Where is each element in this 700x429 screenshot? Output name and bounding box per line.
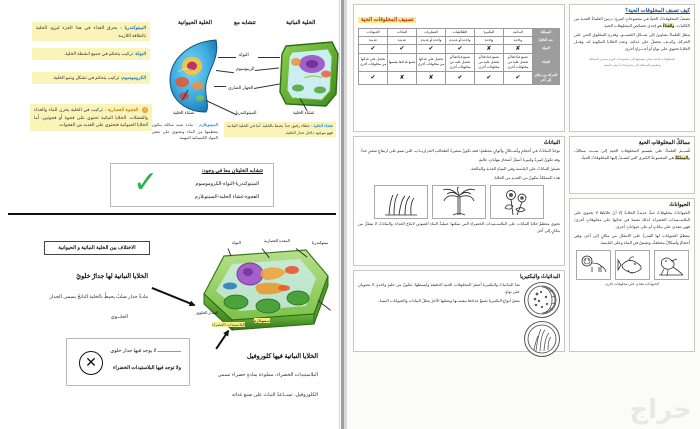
table-row-header-label: الغذاء	[532, 53, 559, 71]
bird-drawing-icon	[656, 253, 686, 277]
plants-heading: النباتاتُ	[543, 140, 560, 146]
table-row-header-label: الحركة من مكان إلى آخر	[532, 71, 559, 84]
similarities-line-1: الميتوكندريا-النواة-الكروموسوم	[195, 182, 259, 187]
chlorophyll-body-1: البلاستيدات الخضراء، مملوءة بمادةٍ خضراء تسمى	[217, 373, 318, 378]
table-cell: الحيوانات	[359, 29, 388, 37]
table-cell: النباتات	[388, 29, 417, 37]
table-row	[359, 44, 560, 53]
bird-image	[654, 250, 689, 280]
flower-image	[490, 185, 544, 219]
arrow-to-cell-wall	[152, 287, 195, 306]
plants-paragraph-5: تحوي معظمُ خلايا النباتاتِ على البلاســتيداتِ الخضراءِ التي تمكنها عمليةُ البناءِ الضوئيِ لانتاجِ الغذاءِ. والنباتاتُ لا تنتقلُ من مكانٍ إلى آخرَ.	[358, 221, 560, 234]
note-chromosome	[32, 72, 150, 84]
table-row-header-label: المملكة	[532, 29, 559, 37]
lion-image	[576, 250, 611, 280]
note-chromosome-keyword: الكروموسوم:	[120, 75, 146, 80]
left-worksheet-sheet	[0, 0, 344, 429]
table-row	[359, 53, 560, 71]
chlorophyll-claim: الخلايا النباتية فيها كلوروفيل	[246, 353, 318, 360]
x-mark-icon: ✕	[79, 351, 103, 375]
label-cell-membrane-plant: غشاء الخلية	[293, 110, 315, 115]
note-nucleus-text: تركيب يتحكم في جميع انشطة الخلية.	[63, 51, 134, 56]
grass-drawing-icon	[381, 187, 421, 217]
table-cell-mark: ✘	[474, 44, 503, 53]
table-cell-mark: ✔	[359, 71, 388, 84]
differences-title-text: الاختلاف بين الخلية النباتية و الحيوانية	[58, 245, 136, 251]
leader-line-golgi	[214, 86, 226, 87]
table-cell: البدائية	[503, 29, 532, 37]
differences-title-box	[44, 241, 150, 255]
label-mitochondria: الميتوكندريا	[236, 110, 257, 115]
leader-line-nucleus-plant	[258, 57, 280, 58]
table-cell: الطلائعيات	[445, 29, 474, 37]
table-row-header	[359, 29, 560, 37]
kingdoms-p1-a: قُســمَ العلماءُ على تقسيمِ المخلوقاتِ الحيةِ إلى ســتِ ممالكَ، و	[574, 148, 690, 161]
caption-cell-membrane-text: غطاء رقيق جداً يحيط بالخلية. أما في الخلية النباتية فهو موجود داخل جدار الخلية.	[227, 123, 333, 135]
kingdoms-heading: ممالكُ المخلوقاتِ الحيةِ	[638, 140, 690, 146]
bacteria-micrograph	[524, 282, 560, 318]
watermark: حراج	[629, 395, 692, 425]
table-cell: تصنع غذاءها أو تحصل عليه من مخلوقات أخرى	[503, 53, 532, 71]
table-cell: البكتيريا	[474, 29, 503, 37]
animal-cell-negative-box	[66, 338, 190, 386]
how-classify-paragraph-1	[574, 16, 690, 30]
label-nucleus: النواة	[239, 52, 249, 57]
how-classify-footnote-1: المخلوقات الحية يمكن تصنيفها إلى مجموعات كبيرة تسمى الممالك	[588, 57, 676, 62]
caption-cytoplasm	[152, 122, 218, 142]
table-row	[359, 36, 560, 44]
fish-drawing-icon	[617, 253, 647, 277]
no-chloroplast-line: ولا توجد فيها البلاستيدات الخضراء	[113, 366, 181, 371]
kingdoms-p1-highlight: المملكةُ	[675, 155, 689, 161]
caption-cell-membrane	[224, 122, 336, 137]
diagram-title-plant-cell: الخلية النباتية	[286, 20, 316, 26]
plants-panel	[353, 136, 565, 266]
caption-cytoplasm-text: مادة شبه سائلة يتكون معظمها من الماء وتحتوي على بعض المواد الكيميائية المهمة.	[152, 122, 218, 141]
plant-cell-wall-claim: الخلايا النباتية لها جدارٌ خلويُ	[76, 273, 148, 280]
table-cell: الفطريات	[417, 29, 446, 37]
plants-paragraph-3: تعيشُ النباتاتُ على اليابسةِ وفي المياهِ العذبةِ والمالحةِ.	[470, 166, 560, 172]
bacteria-drawing-icon	[526, 284, 558, 316]
animals-paragraph-1: الحيواناتُ مخلوقاتٌ حيةٌ عديدةُ الخلايا؛ إلا أنَ خلايَاها لا تحتوي على البلاســتيداتِ الخضراءِ. لذلك تعتمدُ في غذائِها على مخلوقاتٍ أخرى؛ فهي تتغذى على نباتاتٍ أو على حيواناتٍ أخرى.	[574, 210, 690, 230]
animals-heading: الحيواناتُ	[669, 202, 690, 208]
animals-image-caption: الحيوانات تتغذى على مخلوقات اخرى	[605, 282, 659, 287]
label3d-chloroplast: البلاستيدات الخضراء	[212, 322, 246, 327]
table-cell: عديدة	[388, 36, 417, 44]
bacteria-paragraph-2: بعضُ أنواعِ البكتيريا تصنعُ غذاءها بنفســها وبعضُها الآخرُ يحللُ النباتاتِ والحيواناتِ الميتةَ.	[378, 298, 520, 304]
note-mitochondria	[32, 22, 150, 41]
table-cell: تصنع غذاءها بنفسها	[388, 53, 417, 71]
table-cell: تحصل على غذائها من مخلوقات أخرى	[359, 53, 388, 71]
table-row-header-label: عدد الخلايا	[532, 36, 559, 44]
sheet-horizontal-divider	[8, 213, 336, 215]
fish-image	[615, 250, 650, 280]
table-cell-mark: ✘	[503, 44, 532, 53]
palm-tree-image	[432, 185, 486, 219]
no-cell-wall-line: ــــــــــــــــ لا يوجد فيها جدار خلوي	[110, 349, 181, 354]
table-cell-mark: ✘	[388, 71, 417, 84]
plants-paragraph-1: توجدُ النباتاتُ في أحجامٍ وأشــكالٍ وألوانٍ مختلفةٍ؛ فقد تكونُ صغيرةً كطحالبِ الحزازيــاتِ، التي تنمو على ارتفاعٍ صغيرٍ جداً.	[360, 148, 560, 154]
classification-table-panel	[353, 4, 565, 132]
plant-cell-illustration	[276, 38, 342, 110]
palm-tree-drawing-icon	[439, 187, 479, 217]
label3d-vacuole: المعدة العصارية	[264, 238, 290, 243]
leader-line-nucleus	[218, 57, 236, 58]
table-cell: عديدة	[359, 36, 388, 44]
chlorophyll-body-2: الكلوروفيل، تســاعدُ النباتَ على صنع غذائه	[231, 393, 318, 398]
table-cell-mark: ✔	[445, 44, 474, 53]
similarities-summary-box	[110, 163, 274, 207]
table-cell-mark: ✘	[417, 71, 446, 84]
table-cell-mark: ✔	[417, 44, 446, 53]
table-cell-mark: ✔	[503, 71, 532, 84]
grass-image	[374, 185, 428, 219]
kingdoms-paragraph-1	[574, 148, 690, 162]
table-cell-mark: ✔	[445, 71, 474, 84]
note-mitochondria-text: يحرق الغذاء في هذا الجزء ليزود الخلية بالطاقة اللازمة.	[36, 25, 146, 38]
similarities-heading: تتشابه الخليتان معا في وجود:	[201, 168, 263, 174]
table-cell-mark: ✔	[474, 71, 503, 84]
plants-paragraph-2: وقد تكونُ كبيرةً وكبيرةً أتمثلُ أشجارَ بنهاياتٍ عاليةٍ.	[478, 157, 560, 163]
table-cell: تحصل على غذائها من مخلوقات أخرى	[417, 53, 446, 71]
note-chromosome-text: تركيب يتحكم في تشكل ونمو الخلية.	[52, 75, 120, 80]
archaea-drawing-icon	[526, 323, 558, 355]
animals-image-row	[574, 250, 690, 280]
note-nucleus	[32, 48, 150, 60]
how-classify-heading: كيف تصنف المخلوقات الحية؟	[625, 8, 690, 14]
plants-image-row	[358, 185, 560, 219]
green-check-icon: ✓	[133, 165, 159, 200]
how-classify-panel	[569, 4, 695, 132]
table-cell: واحدة	[503, 36, 532, 44]
table-row-header-label: النواة	[532, 44, 559, 53]
kingdoms-panel	[569, 136, 695, 194]
label-golgi: الجهاز الضارى	[228, 85, 254, 90]
caption-cell-membrane-keyword: غشاء الخلية -	[310, 123, 333, 128]
table-cell: واحدة	[474, 36, 503, 44]
archaea-micrograph	[524, 321, 560, 357]
table-cell-mark: ✔	[359, 44, 388, 53]
caption-cytoplasm-keyword: السيتوبلازم -	[195, 122, 219, 127]
how-classify-p1-a: تصنفُ المخلوقـاتُ الحيةُ في مجموعاتٍ كبيرةٍ؛ درسَ العلماءُ العديدَ من الكائناتِ،	[574, 16, 690, 29]
classification-table-title: تصنيف المخلوقات الحية	[358, 17, 416, 23]
note-nucleus-keyword: النواة:	[134, 51, 146, 56]
label-cell-membrane-animal: غشاء الخلية	[173, 110, 195, 115]
plant-cell-wall-body-2: الخلــوي	[110, 315, 128, 320]
note-vacuole-keyword: الفجوة العصارية :	[104, 107, 139, 112]
diagram-title-animal-cell: الخلية الحيوانية	[178, 20, 213, 26]
note-vacuole-text: تركيب في الخلية يخزن الماء والغذاء والفضلات. الخلايا النباتية تحتوي على فجوة أو فجوتين، أما الخلايا الحيوانية فتحتوي على العديد من الفجوات.	[34, 107, 148, 128]
flower-drawing-icon	[497, 187, 537, 217]
sheet-edge-shadow-2	[339, 0, 340, 429]
note-vacuole	[30, 104, 152, 131]
table-cell: تصنع غذاءها أو تحصل عليه من مخلوقات أخرى	[474, 53, 503, 71]
table-cell-mark: ✔	[388, 44, 417, 53]
table-row	[359, 71, 560, 84]
label3d-cell-wall: الجدار الخلوي	[196, 310, 219, 315]
how-classify-paragraph-2: ينظرُ العلماءُ بعناوينَ إلى شــكلِ الجســمِ، وقدرةِ المخلوقِ الحيِ على الحركةِ، وكيــف يحصلُ على غذائِهِ، وعددِ الخلايا المكونةِ له، وهــل الخلايا تحتوي على نواةٍ أو أجـــزاءٍ أخرى.	[574, 32, 690, 52]
label3d-cytoplasm: سيتوبلازم	[254, 318, 270, 323]
bullet-marker: 1	[142, 107, 148, 113]
note-mitochondria-keyword: الميتوكندريا :	[120, 25, 146, 30]
similarities-line-2: الفجوة-غشاء الخلية-السيتوبلازم	[194, 195, 259, 200]
how-classify-p1-b: هو إحدى خصائصِ المخلوقاتِ الحيةِ.	[603, 23, 663, 29]
how-classify-p1-highlight: والغذاءُ	[662, 23, 675, 29]
plants-paragraph-4: هذه المملكةُ تتكونُ من العديدِ من الخلايا.	[493, 175, 560, 181]
label3d-nucleus: النواة	[232, 240, 241, 245]
right-textbook-page	[347, 0, 700, 429]
bacteria-heading: البدائياتُ والبكتيريا	[519, 274, 560, 280]
animals-paragraph-2: معظمُ الحيواناتِ لها القدرةُ على الانتقالِ من مكانٍ إلى آخرَ، وهي أحجامٌ وأشكالٌ مختلفةٌ، وتعيشُ في الماءِ وعلى اليابسةِ.	[574, 233, 690, 246]
plant-cell-wall-body-1: مادةٌ جدار صلبُ يحيطُ بالخلية الناتجُ يسمى الجدار	[49, 295, 148, 300]
animal-cell-illustration	[164, 36, 226, 114]
classification-table	[358, 28, 560, 85]
animals-panel	[569, 198, 695, 352]
diagram-title-similar-to: تتشابه مع	[234, 20, 256, 26]
table-cell: تصنع غذاءها أو تحصل عليه من مخلوقات أخرى	[445, 53, 474, 71]
how-classify-footnote-2: وتنقسم الممالك إلى مجموعات أصغر فأصغر	[603, 63, 661, 68]
lion-drawing-icon	[578, 253, 608, 277]
bacteria-paragraph-1: تعدُ البدائياتُ والبكتيريا أصغرَ المخلوقاتِ الحيةِ الدقيقةِ وأبسطها؛ تتكونُ من خليةٍ واحدةٍ. لا يحتويانِ على نواةٍ.	[358, 282, 520, 295]
label-ribosome: الريبوسوم	[236, 66, 255, 71]
bacteria-panel	[353, 270, 565, 352]
table-cell: واحدة أو عديدة	[445, 36, 474, 44]
table-cell: واحدة أو عديدة	[417, 36, 446, 44]
kingdoms-p1-b: هي المجموعةُ الكبرى التي تُصنـفُ إليها المخلوقاتُ الحيةُ.	[580, 155, 676, 161]
label3d-mitochondria: ميتوكندريا	[312, 240, 329, 245]
